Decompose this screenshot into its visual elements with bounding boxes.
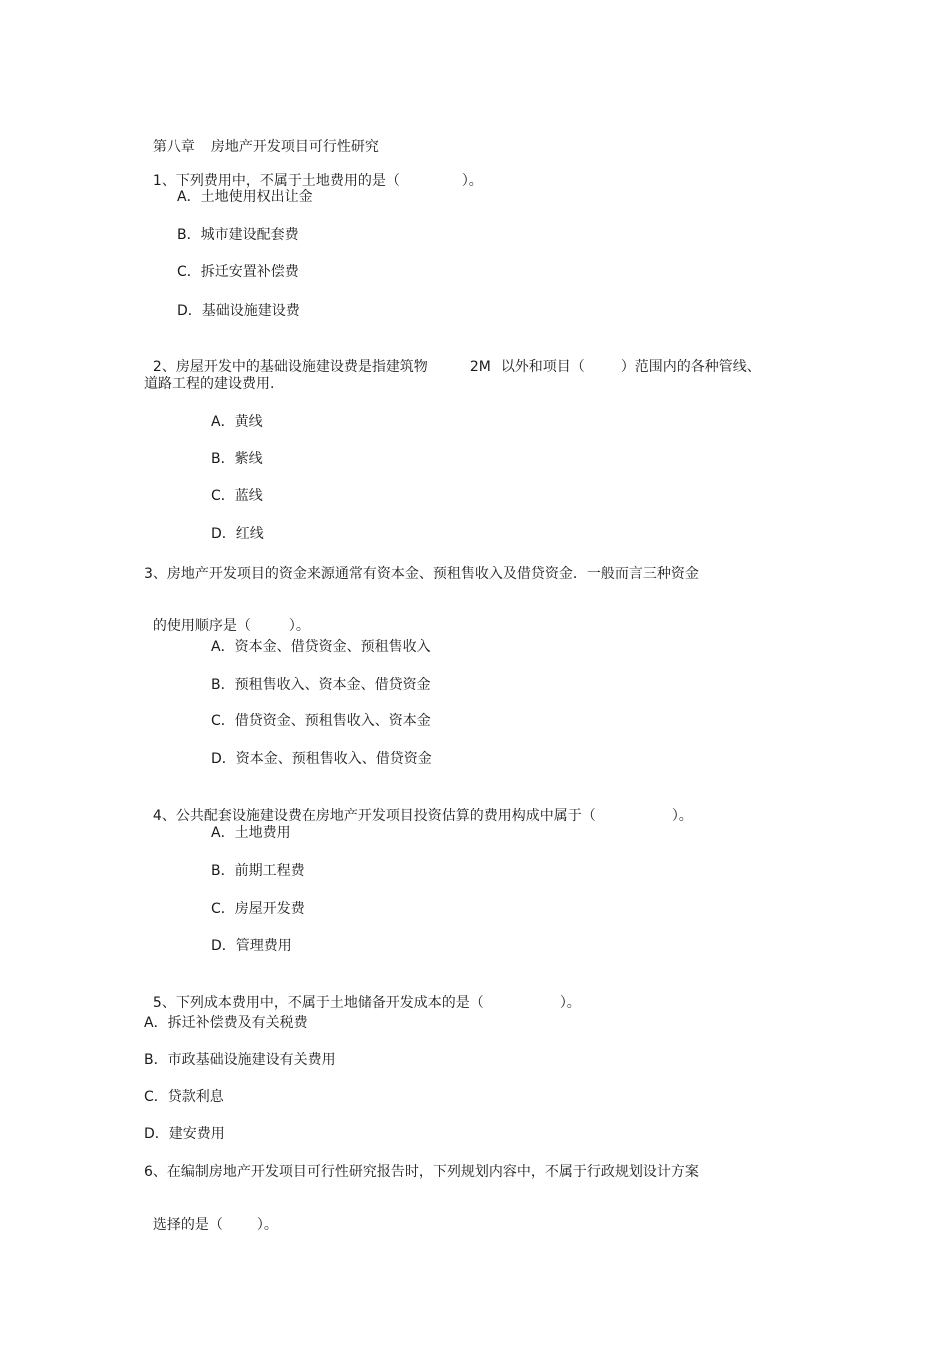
chapter-number: 第八章 (152, 139, 195, 155)
chapter-title: 房地产开发项目可行性研究 (210, 139, 379, 155)
q4-option-c: C．房屋开发费 (211, 901, 305, 917)
question-6-stem-line2: 选择的是（ ）。 (152, 1217, 278, 1233)
question-2-stem-line2: 道路工程的建设费用. (144, 376, 275, 392)
q3-option-b: B．预租售收入、资本金、借贷资金 (211, 677, 431, 693)
question-5-stem: 5、下列成本费用中，不属于土地储备开发成本的是（ ）。 (152, 995, 581, 1011)
q5-option-b: B．市政基础设施建设有关费用 (144, 1052, 336, 1068)
q2-option-a: A．黄线 (211, 414, 263, 430)
q1-option-c: C．拆迁安置补偿费 (177, 264, 299, 280)
q4-option-d: D．管理费用 (211, 938, 292, 954)
chapter-heading (144, 120, 379, 155)
question-6-stem: 6、在编制房地产开发项目可行性研究报告时，下列规划内容中，不属于行政规划设计方案 (144, 1164, 699, 1180)
question-4-stem: 4、公共配套设施建设费在房地产开发项目投资估算的费用构成中属于（ ）。 (152, 808, 693, 824)
question-3-stem: 3、房地产开发项目的资金来源通常有资本金、预租售收入及借贷资金．一般而言三种资金 (144, 566, 699, 582)
q3-option-d: D．资本金、预租售收入、借贷资金 (211, 751, 432, 767)
question-1-stem: 1、下列费用中，不属于土地费用的是（ ）。 (152, 173, 483, 189)
q1-option-a: A．土地使用权出让金 (177, 189, 313, 205)
question-3-stem-line2: 的使用顺序是（ ）。 (152, 618, 310, 634)
question-2-stem: 2、房屋开发中的基础设施建设费是指建筑物 2M 以外和项目（ ）范围内的各种管线、 (152, 359, 761, 375)
q1-option-d: D．基础设施建设费 (177, 303, 300, 319)
q4-option-b: B．前期工程费 (211, 863, 305, 879)
q3-option-a: A．资本金、借贷资金、预租售收入 (211, 639, 431, 655)
q2-option-c: C．蓝线 (211, 488, 263, 504)
q5-option-d: D．建安费用 (144, 1126, 225, 1142)
q2-option-b: B．紫线 (211, 451, 263, 467)
q5-option-c: C．贷款利息 (144, 1089, 224, 1105)
q4-option-a: A．土地费用 (211, 825, 291, 841)
q2-option-d: D．红线 (211, 526, 264, 542)
q5-option-a: A．拆迁补偿费及有关税费 (144, 1015, 308, 1031)
q3-option-c: C．借贷资金、预租售收入、资本金 (211, 713, 431, 729)
q1-option-b: B．城市建设配套费 (177, 227, 299, 243)
